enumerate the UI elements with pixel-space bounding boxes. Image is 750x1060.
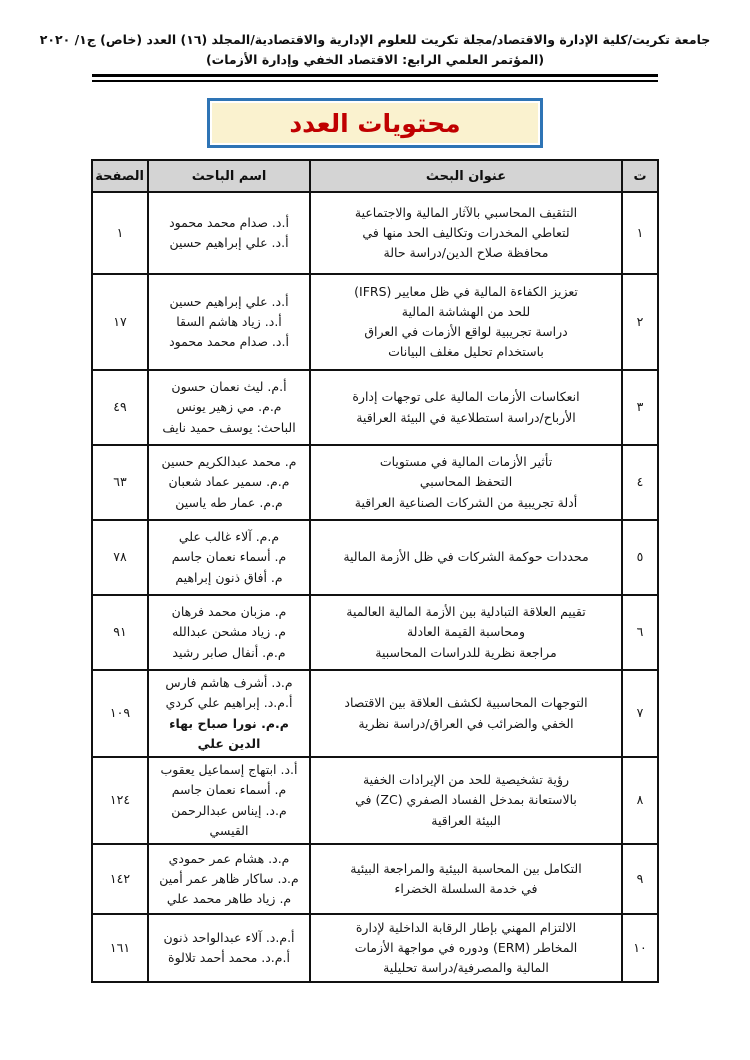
title-line: باستخدام تحليل مغلف البيانات — [388, 344, 544, 360]
toc-table-body — [92, 192, 658, 982]
title-line: محددات حوكمة الشركات في ظل الأزمة المالية — [343, 549, 589, 565]
row-page-cell: ١٦١ — [92, 914, 148, 982]
table-row — [92, 844, 658, 914]
title-line: تأثير الأزمات المالية في مستويات — [379, 454, 553, 470]
author-name: م. زياد طاهر محمد علي — [166, 891, 292, 907]
row-page-cell: ١٧ — [92, 274, 148, 370]
author-name: أ.م. ليث نعمان حسون — [171, 379, 287, 395]
row-title-cell — [310, 192, 622, 274]
title-line: ومحاسبة القيمة العادلة — [406, 624, 525, 640]
row-page-cell: ٦٣ — [92, 445, 148, 520]
row-title-cell — [310, 445, 622, 520]
author-name: م.م. مي زهير يونس — [176, 399, 282, 415]
author-name: أ.م.د. محمد أحمد تلالوة — [168, 950, 290, 965]
table-row — [92, 192, 658, 274]
row-title-cell — [310, 520, 622, 595]
author-name: م.د. ساكار ظاهر عمر أمين — [159, 870, 299, 886]
author-name: م. زياد مشحن عبدالله — [172, 624, 286, 640]
title-line: الالتزام المهني بإطار الرقابة الداخلية لإدارة — [355, 919, 577, 935]
title-line: الأرباح/دراسة استطلاعية في البيئة العراقية — [356, 409, 576, 425]
title-line: تعزيز الكفاءة المالية في ظل معايير (IFRS) — [354, 283, 578, 299]
toc-table — [91, 159, 659, 983]
author-name: م.د. هشام عمر حمودي — [168, 850, 290, 866]
table-row — [92, 595, 658, 670]
row-page-cell: ١ — [92, 192, 148, 274]
row-num-cell: ٥ — [622, 520, 658, 595]
row-title-cell — [310, 370, 622, 445]
title-line: لتعاطي المخدرات وتكاليف الحد منها في — [362, 224, 570, 240]
table-row — [92, 370, 658, 445]
row-title-cell — [310, 757, 622, 844]
header-divider — [92, 74, 658, 82]
table-row — [92, 757, 658, 844]
row-num-cell: ٦ — [622, 595, 658, 670]
col-header-author: اسم الباحث — [148, 160, 310, 192]
title-line: انعكاسات الأزمات المالية على توجهات إدارة — [352, 389, 580, 405]
title-line: البيئة العراقية — [431, 812, 501, 828]
author-name: م.م. نورا صباح بهاء الدين علي — [169, 715, 289, 751]
row-num-cell: ٩ — [622, 844, 658, 914]
row-page-cell: ١٠٩ — [92, 670, 148, 757]
title-line: التكامل بين المحاسبة البيئية والمراجعة البيئية — [350, 860, 582, 876]
row-title-cell — [310, 670, 622, 757]
author-name: أ.م.د. إبراهيم علي كردي — [165, 695, 293, 711]
title-line: في خدمة السلسلة الخضراء — [394, 881, 538, 896]
title-line: التحفظ المحاسبي — [419, 474, 513, 490]
row-title-cell — [310, 274, 622, 370]
row-authors-cell — [148, 192, 310, 274]
author-name: أ.د. علي إبراهيم حسين — [169, 235, 289, 250]
row-authors-cell — [148, 757, 310, 844]
title-line: محافظة صلاح الدين/دراسة حالة — [383, 245, 549, 261]
row-authors-cell — [148, 520, 310, 595]
journal-header-line2: (المؤتمر العلمي الرابع: الاقتصاد الخفي وإدارة الأزمات) — [205, 52, 545, 67]
title-line: للحد من الهشاشة المالية — [401, 303, 531, 319]
row-authors-cell — [148, 445, 310, 520]
author-name: أ.د. زياد هاشم السقا — [176, 313, 282, 329]
row-num-cell: ١ — [622, 192, 658, 274]
row-page-cell: ٩١ — [92, 595, 148, 670]
row-page-cell: ١٤٢ — [92, 844, 148, 914]
title-line: رؤية تشخيصية للحد من الإيرادات الخفية — [362, 772, 570, 788]
author-name: م.م. عمار طه ياسين — [175, 494, 283, 510]
table-row — [92, 274, 658, 370]
row-authors-cell — [148, 274, 310, 370]
row-num-cell: ٢ — [622, 274, 658, 370]
row-num-cell: ٧ — [622, 670, 658, 757]
author-name: الباحث: يوسف حميد نايف — [162, 419, 296, 435]
title-line: التثقيف المحاسبي بالآثار المالية والاجتماعية — [354, 204, 578, 220]
row-num-cell: ١٠ — [622, 914, 658, 982]
table-row — [92, 445, 658, 520]
row-authors-cell — [148, 370, 310, 445]
row-page-cell: ١٢٤ — [92, 757, 148, 844]
author-name: م. أسماء نعمان جاسم — [171, 782, 287, 798]
table-row — [92, 914, 658, 982]
row-title-cell — [310, 595, 622, 670]
author-name: أ.م.د. آلاء عبدالواحد ذنون — [163, 929, 295, 945]
row-page-cell: ٤٩ — [92, 370, 148, 445]
issue-title: محتويات العدد — [289, 108, 461, 138]
toc-table-head — [92, 160, 658, 192]
row-num-cell: ٨ — [622, 757, 658, 844]
author-name: م. أسماء نعمان جاسم — [171, 549, 287, 565]
title-line: مراجعة نظرية للدراسات المحاسبية — [375, 644, 557, 660]
title-line: التوجهات المحاسبية لكشف العلاقة بين الاقتصاد — [344, 695, 588, 711]
author-name: م.د. أشرف هاشم فارس — [165, 675, 293, 690]
row-authors-cell — [148, 595, 310, 670]
author-name: أ.د. صدام محمد محمود — [169, 214, 289, 230]
col-header-num: ت — [622, 160, 658, 192]
title-line: المخاطر (ERM) ودوره في مواجهة الأزمات — [354, 939, 578, 955]
journal-header-line1: جامعة تكريت/كلية الإدارة والاقتصاد/مجلة تكريت للعلوم الإدارية والاقتصادية/المجلد (١٦) العدد (خاص) ج١/ ٢٠٢٠ — [39, 32, 711, 47]
author-name: أ.د. علي إبراهيم حسين — [169, 293, 289, 309]
table-row — [92, 670, 658, 757]
title-line: الخفي والضرائب في العراق/دراسة نظرية — [358, 715, 574, 731]
journal-header — [0, 0, 750, 70]
row-num-cell: ٣ — [622, 370, 658, 445]
author-name: أ.د. ابتهاج إسماعيل يعقوب — [160, 762, 298, 777]
col-header-title: عنوان البحث — [310, 160, 622, 192]
author-name: م. محمد عبدالكريم حسين — [161, 454, 297, 470]
author-name: م. أفاق ذنون إبراهيم — [175, 569, 283, 585]
row-authors-cell — [148, 844, 310, 914]
author-name: أ.د. صدام محمد محمود — [169, 334, 289, 350]
row-authors-cell — [148, 670, 310, 757]
author-name: م. مزبان محمد فرهان — [171, 604, 287, 620]
title-line: المالية والمصرفية/دراسة تحليلية — [383, 960, 549, 976]
issue-title-box — [207, 98, 543, 148]
col-header-page: الصفحة — [92, 160, 148, 192]
row-title-cell — [310, 914, 622, 982]
title-line: بالاستعانة بمدخل الفساد الصفري (ZC) في — [355, 792, 577, 808]
author-name: م.د. إيناس عبدالرحمن القيسي — [171, 802, 287, 838]
header-row — [92, 160, 658, 192]
table-row — [92, 520, 658, 595]
author-name: م.م. سمير عماد شعبان — [168, 474, 290, 490]
row-page-cell: ٧٨ — [92, 520, 148, 595]
row-title-cell — [310, 844, 622, 914]
title-line: أدلة تجريبية من الشركات الصناعية العراقية — [354, 494, 578, 510]
row-num-cell: ٤ — [622, 445, 658, 520]
title-line: دراسة تجريبية لواقع الأزمات في العراق — [364, 324, 568, 339]
author-name: م.م. آلاء غالب علي — [178, 529, 280, 545]
row-authors-cell — [148, 914, 310, 982]
title-line: تقييم العلاقة التبادلية بين الأزمة المالية العالمية — [346, 604, 586, 620]
author-name: م.م. أنفال صابر رشيد — [172, 644, 286, 660]
